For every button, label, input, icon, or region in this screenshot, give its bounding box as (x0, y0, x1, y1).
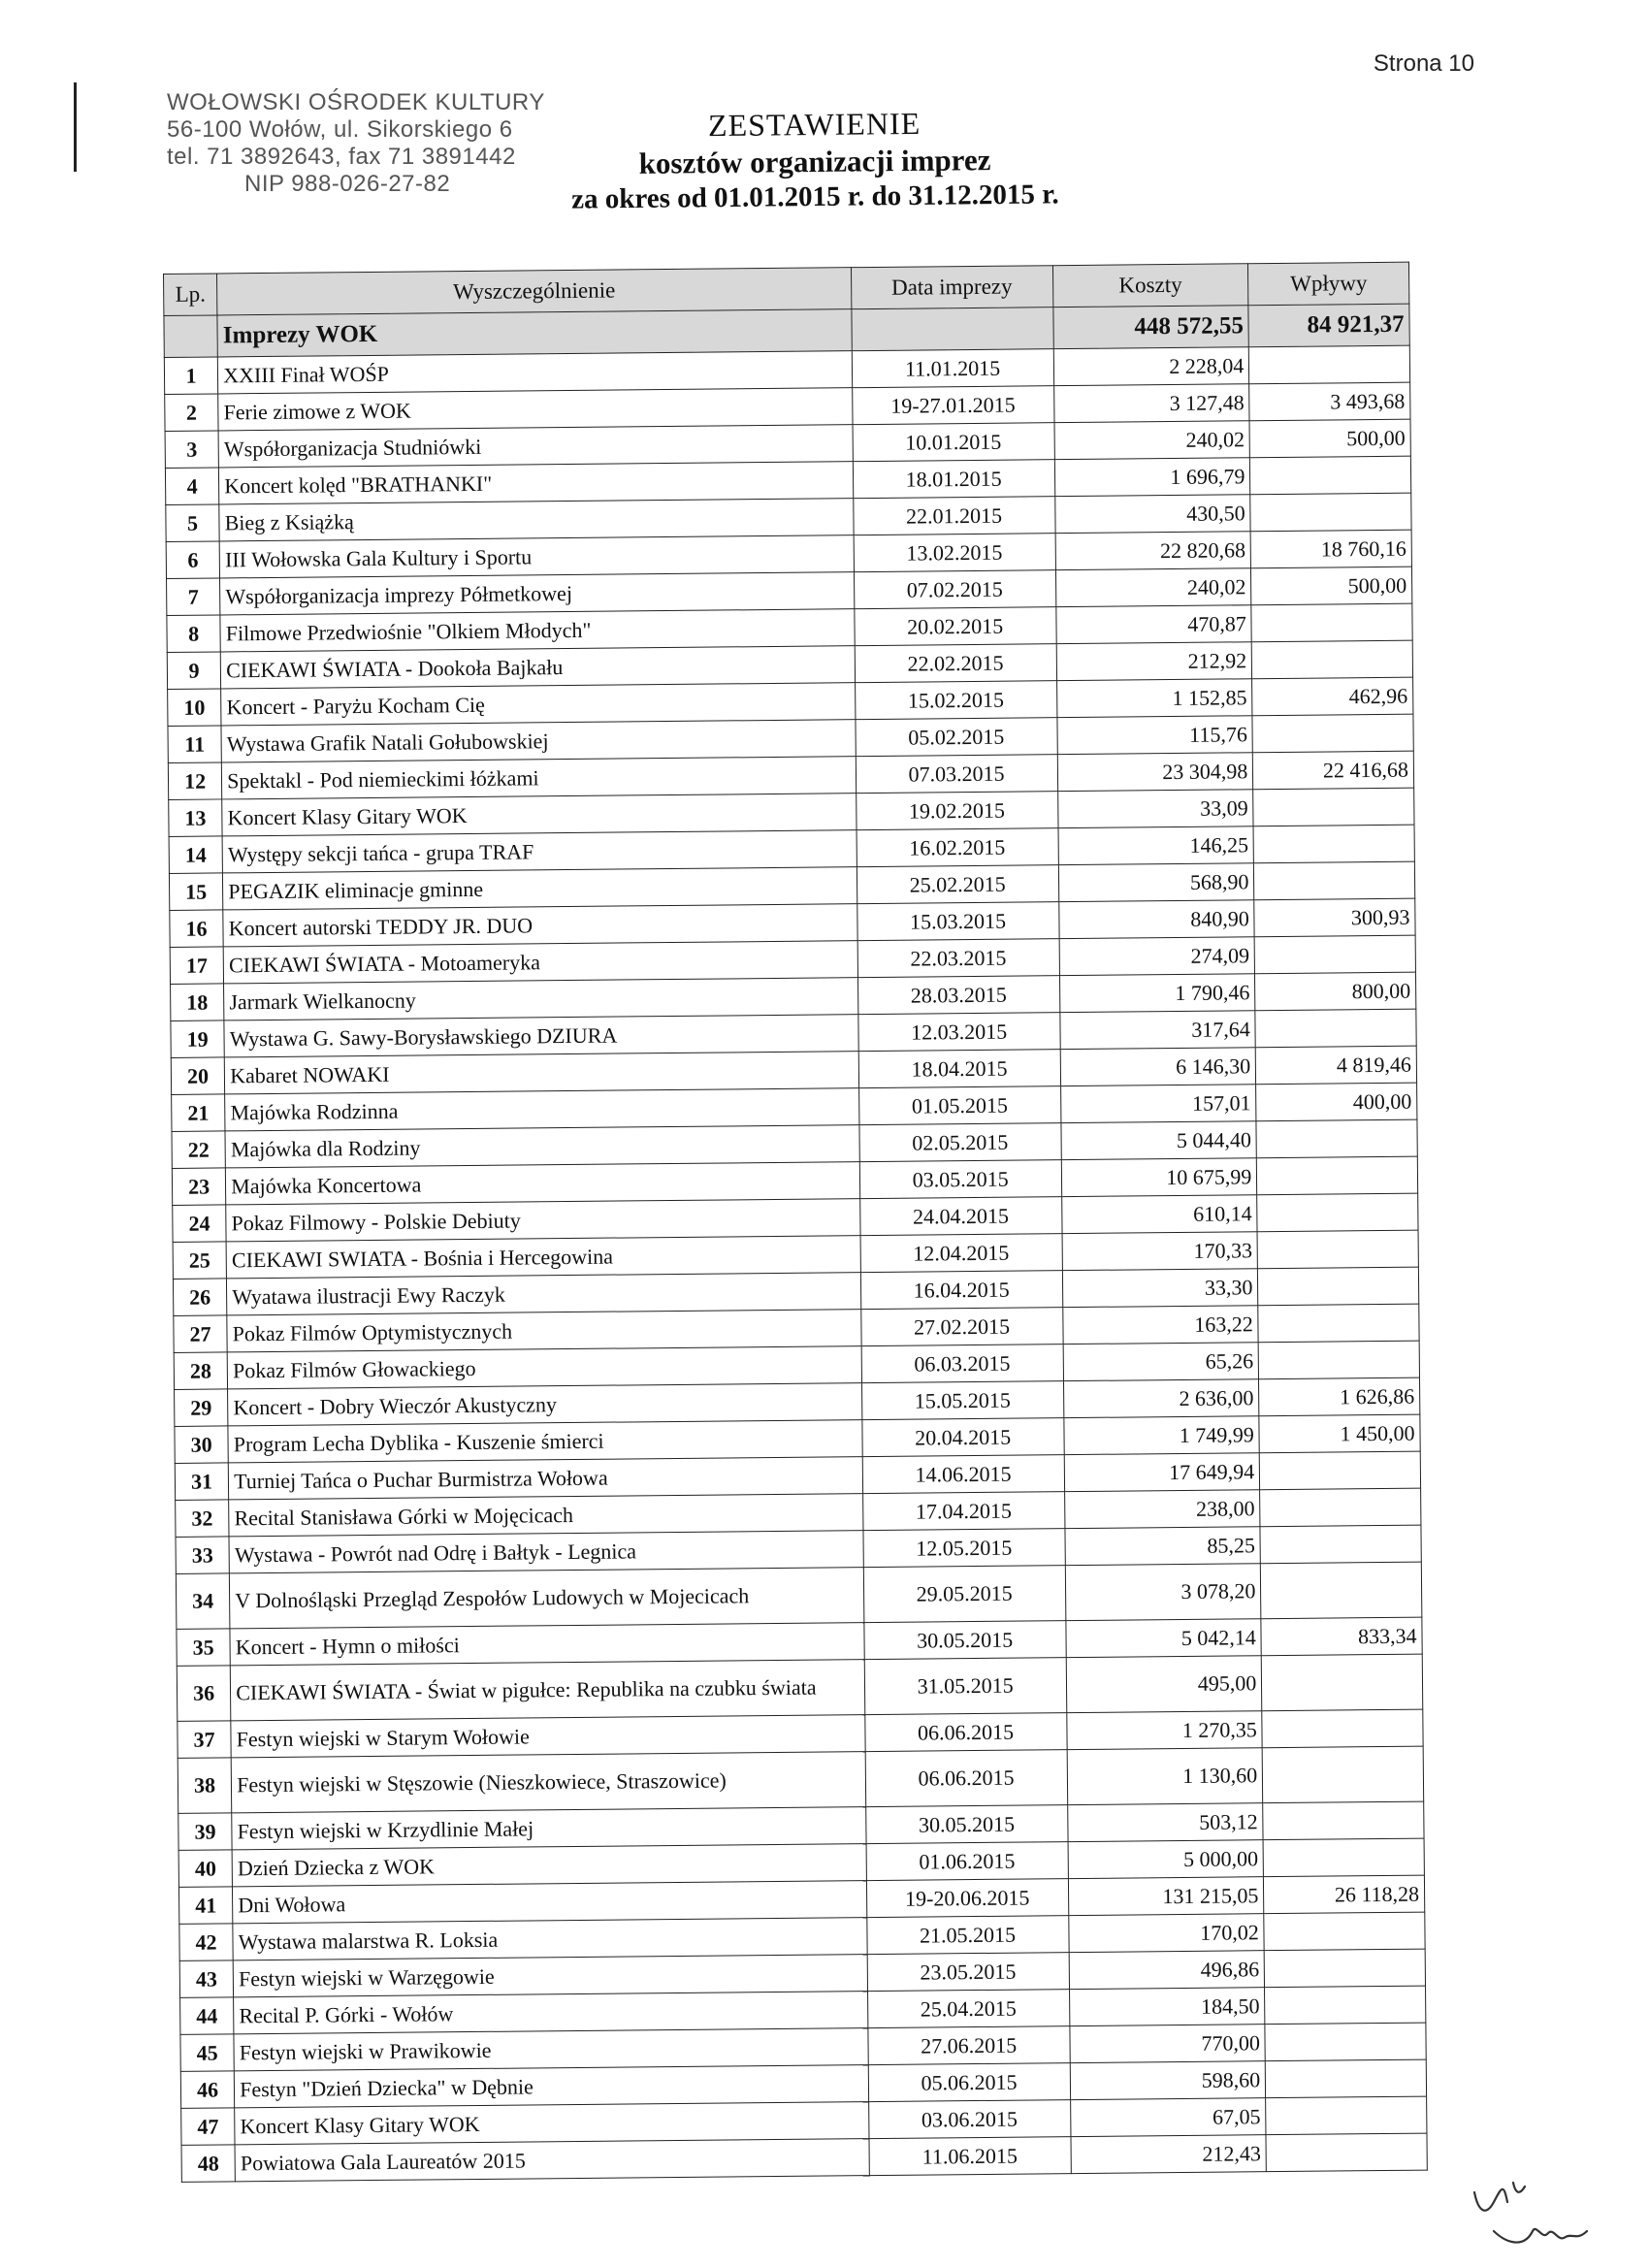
row-cost: 3 078,20 (1065, 1564, 1261, 1621)
row-income (1254, 861, 1415, 900)
row-lp: 22 (172, 1131, 226, 1169)
row-income (1252, 640, 1413, 679)
row-lp: 34 (176, 1573, 230, 1630)
header-name: Wyszczególnienie (217, 268, 852, 315)
row-cost: 240,02 (1055, 568, 1251, 607)
row-date: 15.05.2015 (861, 1381, 1063, 1420)
row-lp: 4 (165, 468, 219, 505)
row-cost: 65,26 (1063, 1343, 1259, 1381)
row-date: 16.04.2015 (860, 1271, 1062, 1310)
row-date: 14.06.2015 (862, 1455, 1064, 1494)
row-lp: 39 (178, 1813, 233, 1851)
row-name: CIEKAWI SWIATA - Bośnia i Hercegowina (226, 1236, 860, 1279)
row-income: 833,34 (1261, 1617, 1422, 1656)
row-name: Koncert Klasy Gitary WOK (222, 794, 857, 836)
row-cost: 2 228,04 (1053, 347, 1249, 386)
row-date: 12.04.2015 (860, 1234, 1062, 1273)
stamp-line-name: WOŁOWSKI OŚRODEK KULTURY (167, 89, 545, 115)
row-cost: 1 130,60 (1067, 1748, 1263, 1805)
row-name: Występy sekcji tańca - grupa TRAF (222, 830, 857, 873)
stamp-line-phone: tel. 71 3892643, fax 71 3891442 (167, 144, 516, 170)
header-date: Data imprezy (851, 266, 1052, 309)
row-lp: 30 (175, 1426, 229, 1464)
summary-income: 84 921,37 (1248, 304, 1409, 347)
row-cost: 430,50 (1054, 495, 1250, 534)
row-name: Jarmark Wielkanocny (224, 978, 858, 1021)
document-period: za okres od 01.01.2015 r. do 31.12.2015 r. (571, 178, 1059, 215)
handwritten-signature (1465, 2173, 1600, 2260)
row-income (1252, 714, 1413, 753)
row-income (1266, 2133, 1427, 2172)
row-lp: 15 (169, 873, 223, 911)
row-cost: 770,00 (1069, 2025, 1265, 2063)
row-name: Wystawa G. Sawy-Borysławskiego DZIURA (224, 1015, 858, 1057)
row-date: 18.04.2015 (858, 1050, 1060, 1088)
header-income: Wpływy (1248, 262, 1409, 306)
row-lp: 26 (173, 1279, 227, 1316)
row-name: Spektakl - Pod niemieckimi łóżkami (222, 757, 857, 799)
row-date: 27.06.2015 (868, 2026, 1070, 2065)
row-name: Pokaz Filmów Optymistycznych (227, 1310, 861, 1352)
stamp-line-address: 56-100 Wołów, ul. Sikorskiego 6 (167, 116, 513, 143)
row-lp: 32 (176, 1500, 230, 1538)
row-cost: 2 636,00 (1063, 1379, 1259, 1418)
row-cost: 317,64 (1059, 1011, 1255, 1050)
row-name: Ferie zimowe z WOK (218, 388, 853, 431)
row-income (1251, 603, 1412, 642)
row-date: 11.01.2015 (852, 349, 1053, 388)
row-date: 06.03.2015 (861, 1345, 1063, 1383)
row-date: 03.05.2015 (859, 1160, 1061, 1199)
row-income: 1 626,86 (1259, 1377, 1420, 1416)
row-name: Majówka Rodzinna (225, 1088, 859, 1131)
row-cost: 170,02 (1068, 1914, 1264, 1953)
row-date: 13.02.2015 (854, 534, 1055, 572)
row-income (1262, 1654, 1423, 1711)
summary-cost: 448 572,55 (1052, 306, 1248, 349)
row-name: Festyn wiejski w Prawikowie (234, 2028, 868, 2071)
row-cost: 470,87 (1055, 605, 1251, 644)
row-lp: 19 (171, 1021, 225, 1058)
header-lp: Lp. (164, 274, 218, 316)
row-lp: 23 (172, 1168, 226, 1206)
row-income (1260, 1451, 1421, 1490)
stamp-line-nip: NIP 988-026-27-82 (244, 171, 451, 197)
row-lp: 12 (168, 762, 222, 800)
row-date: 03.06.2015 (868, 2100, 1070, 2139)
row-cost: 238,00 (1064, 1490, 1260, 1529)
row-income (1263, 1838, 1424, 1877)
row-date: 21.05.2015 (867, 1916, 1069, 1955)
row-lp: 27 (174, 1315, 228, 1353)
row-date: 07.03.2015 (856, 755, 1057, 794)
row-cost: 1 696,79 (1054, 458, 1250, 497)
row-date: 19-20.06.2015 (866, 1879, 1068, 1918)
row-lp: 6 (166, 541, 220, 579)
row-income (1258, 1304, 1419, 1343)
document-subtitle: kosztów organizacji imprez (638, 143, 991, 180)
row-cost: 212,92 (1056, 642, 1252, 681)
row-cost: 212,43 (1071, 2135, 1267, 2174)
row-cost: 1 270,35 (1066, 1711, 1262, 1750)
row-date: 30.05.2015 (864, 1621, 1066, 1660)
row-cost: 1 790,46 (1059, 974, 1255, 1013)
row-name: Koncert - Dobry Wieczór Akustyczny (228, 1383, 862, 1426)
row-name: Pokaz Filmów Głowackiego (227, 1346, 861, 1389)
row-lp: 3 (165, 431, 219, 469)
row-date: 01.06.2015 (866, 1842, 1068, 1881)
row-cost: 503,12 (1067, 1803, 1263, 1842)
row-cost: 33,09 (1057, 790, 1253, 828)
row-date: 22.01.2015 (853, 497, 1054, 535)
row-date: 25.02.2015 (857, 865, 1058, 904)
row-lp: 28 (174, 1352, 228, 1390)
row-cost: 115,76 (1056, 716, 1252, 755)
row-date: 31.05.2015 (864, 1658, 1066, 1715)
row-date: 23.05.2015 (867, 1953, 1069, 1992)
row-lp: 25 (173, 1242, 227, 1280)
row-income (1256, 1119, 1417, 1158)
row-date: 16.02.2015 (857, 828, 1058, 867)
margin-mark (74, 82, 77, 172)
row-lp: 44 (180, 1997, 235, 2035)
row-name: Majówka dla Rodziny (225, 1125, 859, 1168)
row-date: 05.06.2015 (868, 2063, 1070, 2102)
row-income (1266, 2059, 1427, 2098)
row-date: 17.04.2015 (862, 1492, 1064, 1531)
row-date: 12.03.2015 (858, 1013, 1060, 1052)
row-lp: 33 (176, 1537, 230, 1574)
row-date: 06.06.2015 (865, 1713, 1067, 1752)
row-cost: 610,14 (1061, 1195, 1257, 1234)
document-title: ZESTAWIENIE (707, 105, 922, 144)
row-name: CIEKAWI ŚWIATA - Motoameryka (223, 941, 857, 984)
row-income (1249, 345, 1410, 384)
row-lp: 9 (167, 652, 221, 690)
row-lp: 37 (178, 1721, 232, 1759)
row-cost: 85,25 (1064, 1527, 1260, 1566)
row-cost: 10 675,99 (1061, 1158, 1257, 1197)
row-date: 01.05.2015 (858, 1086, 1060, 1125)
row-date: 22.03.2015 (857, 939, 1059, 978)
row-name: Koncert autorski TEDDY JR. DUO (223, 904, 857, 947)
row-date: 19.02.2015 (856, 792, 1057, 830)
row-income (1264, 1949, 1425, 1988)
row-income: 4 819,46 (1256, 1046, 1417, 1085)
row-name: Festyn wiejski w Warzęgowie (233, 1955, 867, 1997)
row-income (1262, 1746, 1423, 1803)
row-lp: 35 (177, 1629, 231, 1667)
row-date: 25.04.2015 (867, 1990, 1069, 2028)
row-income: 3 493,68 (1249, 382, 1410, 421)
row-income (1250, 456, 1411, 495)
row-lp: 2 (165, 394, 219, 432)
row-name: Dni Wołowa (233, 1881, 867, 1924)
row-income: 462,96 (1252, 677, 1413, 716)
row-lp: 46 (180, 2071, 235, 2109)
row-cost: 23 304,98 (1057, 753, 1253, 792)
row-name: Wyatawa ilustracji Ewy Raczyk (227, 1273, 861, 1315)
row-cost: 840,90 (1058, 900, 1254, 939)
row-name: Wystawa malarstwa R. Loksia (233, 1918, 867, 1960)
row-name: Festyn wiejski w Stęszowie (Nieszkowiece, Straszowice) (231, 1752, 865, 1813)
header-cost: Koszty (1052, 264, 1248, 308)
row-income: 500,00 (1249, 419, 1410, 458)
row-date: 11.06.2015 (869, 2137, 1071, 2176)
row-income: 500,00 (1251, 567, 1412, 605)
row-income (1263, 1801, 1424, 1840)
row-name: Współorganizacja imprezy Półmetkowej (220, 572, 855, 615)
row-date: 24.04.2015 (859, 1197, 1061, 1236)
row-name: Festyn "Dzień Dziecka" w Dębnie (234, 2065, 868, 2108)
row-lp: 31 (175, 1463, 229, 1501)
summary-label: Imprezy WOK (217, 309, 852, 357)
row-income: 22 416,68 (1253, 751, 1414, 790)
row-lp: 18 (171, 984, 225, 1021)
row-date: 06.06.2015 (865, 1750, 1067, 1807)
row-income (1260, 1488, 1421, 1527)
row-lp: 17 (170, 947, 224, 985)
row-income (1266, 2096, 1427, 2135)
row-cost: 1 152,85 (1056, 679, 1252, 718)
document-heading (542, 104, 1086, 216)
row-cost: 240,02 (1054, 421, 1250, 460)
row-income (1250, 493, 1411, 532)
row-name: Filmowe Przedwiośnie "Olkiem Młodych" (220, 609, 855, 652)
row-lp: 38 (178, 1758, 232, 1814)
row-date: 20.02.2015 (855, 607, 1056, 646)
row-name: Kabaret NOWAKI (224, 1052, 858, 1094)
row-lp: 1 (164, 357, 218, 395)
row-cost: 1 749,99 (1063, 1416, 1259, 1455)
row-lp: 11 (168, 726, 222, 763)
row-date: 12.05.2015 (863, 1529, 1065, 1568)
row-lp: 24 (173, 1205, 227, 1243)
row-cost: 157,01 (1060, 1085, 1256, 1123)
row-lp: 40 (178, 1850, 233, 1888)
row-lp: 48 (181, 2145, 236, 2183)
row-income: 800,00 (1255, 972, 1416, 1011)
row-cost: 496,86 (1069, 1951, 1265, 1990)
row-income (1253, 825, 1414, 863)
row-name: CIEKAWI ŚWIATA - Świat w pigułce: Republika na czubku świata (230, 1660, 864, 1721)
row-name: Turniej Tańca o Puchar Burmistrza Wołowa (228, 1457, 862, 1500)
row-name: Wystawa - Powrót nad Odrę i Bałtyk - Legnica (229, 1531, 863, 1573)
row-name: III Wołowska Gala Kultury i Sportu (219, 535, 854, 578)
row-cost: 146,25 (1058, 826, 1254, 865)
row-cost: 67,05 (1070, 2098, 1266, 2137)
row-cost: 495,00 (1066, 1656, 1262, 1713)
row-date: 19-27.01.2015 (852, 386, 1053, 425)
row-name: XXIII Finał WOŚP (218, 351, 853, 394)
row-lp: 47 (181, 2108, 236, 2146)
row-lp: 13 (169, 799, 223, 837)
row-lp: 7 (167, 578, 221, 616)
row-date: 28.03.2015 (857, 976, 1059, 1015)
row-cost: 22 820,68 (1055, 532, 1251, 570)
row-name: Recital P. Górki - Wołów (234, 1992, 868, 2034)
row-lp: 21 (172, 1094, 226, 1132)
row-name: Program Lecha Dyblika - Kuszenie śmierci (228, 1420, 862, 1463)
row-name: PEGAZIK eliminacje gminne (223, 867, 857, 910)
row-lp: 29 (175, 1389, 229, 1427)
row-lp: 14 (169, 836, 223, 874)
row-income (1260, 1525, 1421, 1564)
row-cost: 5 000,00 (1068, 1840, 1264, 1879)
row-lp: 41 (178, 1887, 233, 1925)
row-name: CIEKAWI ŚWIATA - Dookoła Bajkału (220, 646, 855, 689)
row-income (1264, 1912, 1425, 1951)
row-income (1257, 1193, 1418, 1232)
row-lp: 36 (177, 1666, 231, 1722)
row-income (1258, 1267, 1419, 1306)
row-name: Koncert - Paryżu Kocham Cię (221, 683, 856, 726)
row-name: Majówka Koncertowa (226, 1162, 860, 1205)
row-lp: 10 (168, 689, 222, 727)
row-lp: 42 (179, 1924, 234, 1961)
row-date: 05.02.2015 (856, 718, 1057, 757)
row-lp: 16 (170, 910, 224, 948)
row-cost: 33,30 (1062, 1269, 1258, 1308)
row-cost: 598,60 (1070, 2061, 1266, 2100)
row-income (1265, 1986, 1426, 2025)
row-cost: 5 044,40 (1060, 1121, 1256, 1160)
row-cost: 184,50 (1069, 1988, 1265, 2026)
row-date: 30.05.2015 (865, 1805, 1067, 1844)
row-name: Dzień Dziecka z WOK (232, 1844, 866, 1887)
row-income: 1 450,00 (1259, 1414, 1420, 1453)
row-date: 18.01.2015 (853, 460, 1054, 499)
row-income: 400,00 (1256, 1083, 1417, 1121)
row-income (1257, 1230, 1418, 1269)
row-name: Współorganizacja Studniówki (218, 425, 853, 468)
row-cost: 568,90 (1058, 863, 1254, 902)
organization-stamp (167, 89, 545, 198)
page-number: Strona 10 (1373, 50, 1474, 77)
row-name: Powiatowa Gala Laureatów 2015 (235, 2139, 869, 2182)
row-name: V Dolnośląski Przegląd Zespołów Ludowych w Mojecicach (230, 1568, 864, 1629)
row-date: 07.02.2015 (854, 570, 1055, 609)
row-date: 15.02.2015 (855, 681, 1056, 720)
row-lp: 5 (166, 504, 220, 542)
row-income (1257, 1156, 1418, 1195)
row-cost: 170,33 (1062, 1232, 1258, 1271)
row-cost: 3 127,48 (1053, 384, 1249, 423)
row-income: 300,93 (1254, 898, 1415, 937)
row-cost: 6 146,30 (1060, 1048, 1256, 1086)
row-date: 15.03.2015 (857, 902, 1059, 941)
row-income (1265, 2023, 1426, 2061)
row-cost: 17 649,94 (1064, 1453, 1260, 1492)
row-date: 10.01.2015 (853, 423, 1054, 462)
row-name: Bieg z Książką (219, 499, 854, 541)
row-date: 29.05.2015 (863, 1566, 1065, 1623)
row-name: Recital Stanisława Górki w Mojęcicach (229, 1494, 863, 1537)
row-cost: 274,09 (1059, 937, 1255, 976)
row-income: 26 118,28 (1264, 1875, 1425, 1914)
row-lp: 20 (171, 1057, 225, 1095)
row-date: 02.05.2015 (859, 1123, 1061, 1162)
row-name: Pokaz Filmowy - Polskie Debiuty (226, 1199, 860, 1242)
row-lp: 8 (167, 615, 221, 653)
row-name: Koncert kolęd "BRATHANKI" (219, 462, 854, 504)
row-income: 18 760,16 (1250, 530, 1411, 568)
costs-table (163, 262, 1428, 2183)
row-income (1258, 1341, 1419, 1379)
row-date: 27.02.2015 (861, 1308, 1063, 1346)
row-income (1255, 1009, 1416, 1048)
row-date: 22.02.2015 (855, 644, 1056, 683)
row-name: Festyn wiejski w Starym Wołowie (231, 1715, 865, 1758)
row-name: Wystawa Grafik Natali Gołubowskiej (221, 720, 856, 762)
costs-table-container (163, 262, 1428, 2183)
row-cost: 131 215,05 (1068, 1877, 1264, 1916)
row-lp: 43 (179, 1960, 234, 1998)
summary-lp (164, 315, 218, 358)
row-name: Festyn wiejski w Krzydlinie Małej (232, 1807, 866, 1850)
row-income (1262, 1709, 1423, 1748)
row-income (1254, 935, 1415, 974)
row-date: 20.04.2015 (862, 1418, 1064, 1457)
row-income (1253, 788, 1414, 826)
row-name: Koncert - Hymn o miłości (230, 1623, 864, 1666)
row-lp: 45 (180, 2034, 235, 2072)
row-name: Koncert Klasy Gitary WOK (235, 2102, 869, 2145)
row-cost: 5 042,14 (1065, 1619, 1261, 1658)
row-cost: 163,22 (1062, 1306, 1258, 1345)
summary-date (852, 308, 1053, 351)
row-income (1261, 1562, 1422, 1619)
